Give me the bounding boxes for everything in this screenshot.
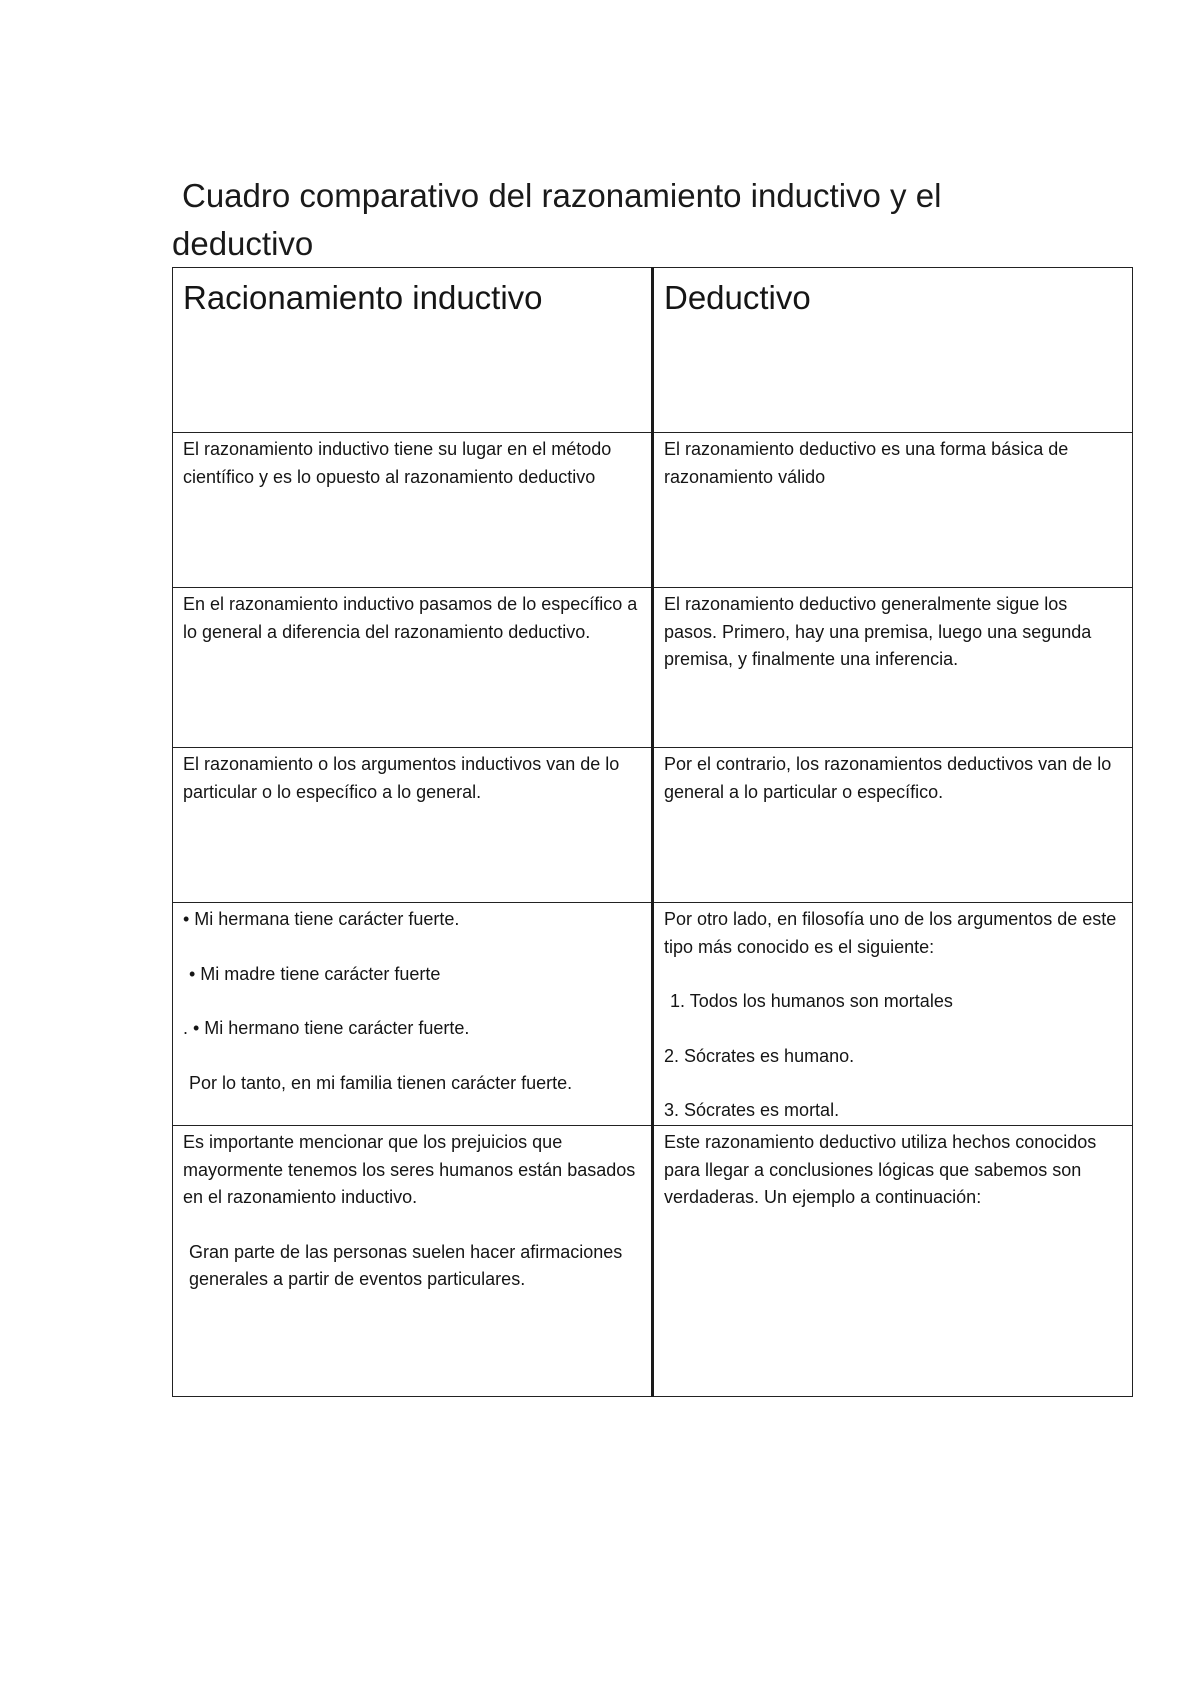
comparison-table [172, 267, 1133, 1397]
cell-deductive: Este razonamiento deductivo utiliza hechos conocidos para llegar a conclusiones lógicas que sabemos son verdaderas. Un ejemplo a continuación: [653, 1126, 1133, 1397]
cell-deductive-examples [653, 903, 1133, 1126]
page-title [172, 172, 1072, 268]
table-row [173, 748, 1133, 903]
cell-inductive: El razonamiento o los argumentos inductivos van de lo particular o lo específico a lo general. [173, 748, 653, 903]
page-title-line-2: deductivo [172, 225, 314, 263]
cell-deductive: El razonamiento deductivo es una forma básica de razonamiento válido [653, 433, 1133, 588]
syllogism-step-2: 2. Sócrates es humano. [664, 1045, 855, 1066]
table-row [173, 588, 1133, 748]
header-inductive: Racionamiento inductivo [173, 268, 653, 433]
page-title-line-1: Cuadro comparativo del razonamiento inductivo y el [182, 177, 942, 215]
example-conclusion: Por lo tanto, en mi familia tienen carácter fuerte. [189, 1072, 573, 1093]
table-row [173, 433, 1133, 588]
example-premise-3: . • Mi hermano tiene carácter fuerte. [183, 1018, 470, 1038]
deductive-example-intro: Por otro lado, en filosofía uno de los argumentos de este tipo más conocido es el siguiente: [664, 909, 1117, 957]
table-row [173, 1126, 1133, 1397]
cell-deductive: El razonamiento deductivo generalmente sigue los pasos. Primero, hay una premisa, luego una segunda premisa, y finalmente una inferencia. [653, 588, 1133, 748]
example-premise-2: • Mi madre tiene carácter fuerte [189, 963, 441, 984]
paragraph: Gran parte de las personas suelen hacer afirmaciones generales a partir de eventos particulares. [189, 1241, 623, 1289]
header-deductive: Deductivo [653, 268, 1133, 433]
paragraph: Es importante mencionar que los prejuicios que mayormente tenemos los seres humanos están basados en el razonamiento inductivo. [183, 1132, 636, 1207]
cell-deductive: Por el contrario, los razonamientos deductivos van de lo general a lo particular o específico. [653, 748, 1133, 903]
cell-inductive: En el razonamiento inductivo pasamos de lo específico a lo general a diferencia del razonamiento deductivo. [173, 588, 653, 748]
cell-inductive-examples [173, 903, 653, 1126]
example-premise-1: • Mi hermana tiene carácter fuerte. [183, 909, 460, 929]
table-header-row [173, 268, 1133, 433]
syllogism-step-3: 3. Sócrates es mortal. [664, 1100, 840, 1120]
cell-inductive [173, 1126, 653, 1397]
cell-inductive: El razonamiento inductivo tiene su lugar en el método científico y es lo opuesto al razonamiento deductivo [173, 433, 653, 588]
syllogism-step-1: 1. Todos los humanos son mortales [670, 991, 953, 1011]
table-row [173, 903, 1133, 1126]
